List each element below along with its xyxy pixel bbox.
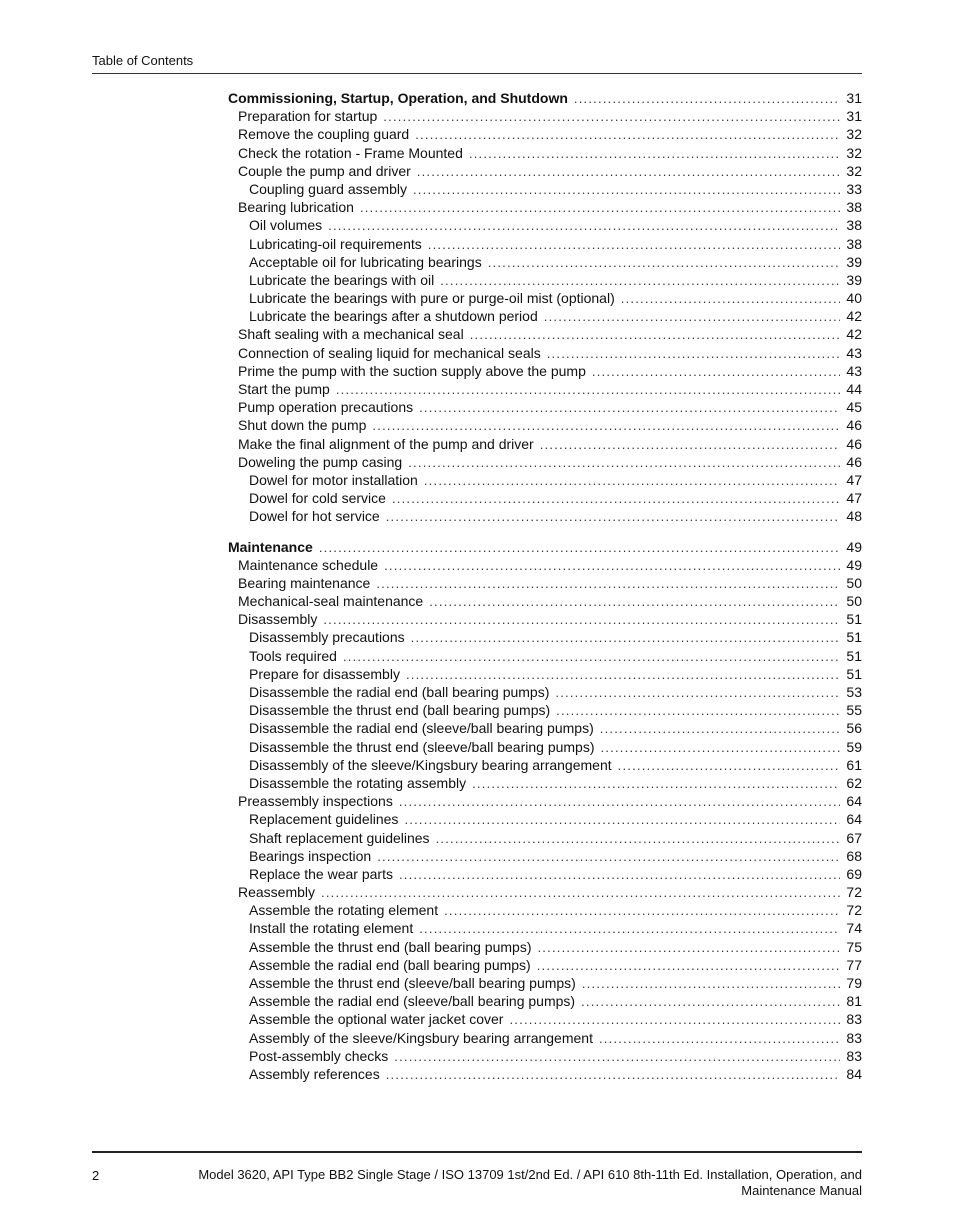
toc-entry-title: Disassemble the thrust end (sleeve/ball bearing pumps) xyxy=(249,738,595,755)
dot-leader xyxy=(386,1066,840,1084)
toc-entry[interactable] xyxy=(228,325,862,343)
toc-entry-title: Shaft sealing with a mechanical seal xyxy=(238,326,464,343)
toc-entry[interactable] xyxy=(228,847,862,865)
dot-leader xyxy=(469,145,840,163)
toc-entry[interactable] xyxy=(228,216,862,234)
dot-leader xyxy=(592,363,840,381)
toc-entry-title: Shut down the pump xyxy=(238,417,367,434)
toc-entry-page: 79 xyxy=(846,975,862,991)
toc-entry-page: 32 xyxy=(846,126,862,143)
toc-entry-title: Mechanical-seal maintenance xyxy=(238,593,424,610)
toc-entry[interactable] xyxy=(228,810,862,828)
toc-entry-title: Assemble the radial end (sleeve/ball bearing pumps) xyxy=(249,993,576,1010)
toc-entry[interactable] xyxy=(228,1029,862,1047)
toc-entry-title: Bearing maintenance xyxy=(238,574,371,591)
toc-entry[interactable] xyxy=(228,507,862,525)
footer-title-line-1: Model 3620, API Type BB2 Single Stage / ISO 13709 1st/2nd Ed. / API 610 8th-11th Ed. Installation, Operation, and xyxy=(198,1167,862,1182)
toc-entry-page: 64 xyxy=(846,793,862,810)
toc-entry[interactable] xyxy=(228,471,862,489)
toc-entry-page: 42 xyxy=(846,326,862,343)
toc-entry[interactable] xyxy=(228,1010,862,1028)
toc-entry[interactable] xyxy=(228,974,862,992)
toc-entry-title: Oil volumes xyxy=(249,217,323,234)
toc-entry-page: 83 xyxy=(846,1047,862,1064)
toc-entry-title: Post-assembly checks xyxy=(249,1047,389,1064)
toc-entry[interactable] xyxy=(228,307,862,325)
toc-entry-title: Reassembly xyxy=(238,884,316,901)
toc-entry[interactable] xyxy=(228,901,862,919)
toc-entry-page: 48 xyxy=(846,508,862,525)
toc-entry-page: 32 xyxy=(846,144,862,161)
toc-entry-title: Make the final alignment of the pump and driver xyxy=(238,435,534,452)
dot-leader xyxy=(621,290,840,308)
toc-entry-page: 67 xyxy=(846,829,862,846)
toc-entry-title: Maintenance xyxy=(228,538,313,555)
toc-entry-title: Doweling the pump casing xyxy=(238,453,403,470)
toc-entry[interactable] xyxy=(228,144,862,162)
toc-entry-page: 42 xyxy=(846,308,862,325)
toc-entry-page: 46 xyxy=(846,435,862,452)
toc-entry-title: Dowel for hot service xyxy=(249,508,380,525)
toc-entry-title: Prime the pump with the suction supply above the pump xyxy=(238,362,586,379)
dot-leader xyxy=(429,593,840,611)
dot-leader xyxy=(470,326,840,344)
toc-entry-page: 51 xyxy=(846,629,862,646)
toc-entry-page: 38 xyxy=(846,199,862,216)
toc-entry-page: 49 xyxy=(846,556,862,573)
toc-entry-page: 40 xyxy=(846,290,862,307)
toc-entry-title: Coupling guard assembly xyxy=(249,180,407,197)
dot-leader xyxy=(599,1030,840,1048)
toc-entry-title: Remove the coupling guard xyxy=(238,126,410,143)
toc-entry[interactable] xyxy=(228,665,862,683)
toc-entry-page: 38 xyxy=(846,235,862,252)
toc-entry[interactable] xyxy=(228,774,862,792)
toc-entry[interactable] xyxy=(228,719,862,737)
toc-entry-page: 72 xyxy=(846,884,862,901)
toc-entry-page: 75 xyxy=(846,938,862,955)
dot-leader xyxy=(360,199,840,217)
dot-leader xyxy=(428,236,840,254)
dot-leader xyxy=(419,920,840,938)
dot-leader xyxy=(413,181,840,199)
dot-leader xyxy=(419,399,840,417)
dot-leader xyxy=(547,345,840,363)
dot-leader xyxy=(544,308,840,326)
toc-entry-title: Commissioning, Startup, Operation, and Shutdown xyxy=(228,90,568,106)
toc-entry-title: Disassembly of the sleeve/Kingsbury bearing arrangement xyxy=(249,756,612,773)
toc-entry-page: 50 xyxy=(846,593,862,610)
toc-entry[interactable] xyxy=(228,683,862,701)
toc-entry-page: 74 xyxy=(846,920,862,937)
toc-entry-title: Replace the wear parts xyxy=(249,865,393,882)
toc-entry[interactable] xyxy=(228,701,862,719)
toc-entry-page: 68 xyxy=(846,847,862,864)
toc-entry-title: Start the pump xyxy=(238,381,330,397)
toc-entry-title: Preassembly inspections xyxy=(238,793,393,810)
toc-entry[interactable] xyxy=(228,380,862,398)
footer-title-line-2: Maintenance Manual xyxy=(741,1183,862,1198)
toc-entry[interactable] xyxy=(228,956,862,974)
dot-leader xyxy=(408,454,840,472)
toc-entry-page: 33 xyxy=(846,180,862,197)
toc-section-heading[interactable] xyxy=(228,538,862,556)
toc-entry-page: 84 xyxy=(846,1065,862,1082)
toc-entry-page: 51 xyxy=(846,611,862,628)
dot-leader xyxy=(399,793,840,811)
toc-entry-page: 43 xyxy=(846,362,862,379)
toc-entry[interactable] xyxy=(228,610,862,628)
toc-entry[interactable] xyxy=(228,574,862,592)
toc-entry-title: Dowel for cold service xyxy=(249,490,386,507)
toc-entry-page: 83 xyxy=(846,1029,862,1046)
toc-entry[interactable] xyxy=(228,1065,862,1083)
page-number: 2 xyxy=(92,1168,100,1183)
dot-leader xyxy=(581,993,840,1011)
dot-leader xyxy=(319,539,840,557)
toc-entry[interactable] xyxy=(228,738,862,756)
toc-entry-page: 31 xyxy=(846,108,862,125)
dot-leader xyxy=(555,684,840,702)
toc-entry-title: Lubricating-oil requirements xyxy=(249,235,422,252)
dot-leader xyxy=(411,629,840,647)
dot-leader xyxy=(440,272,840,290)
toc-entry-page: 38 xyxy=(846,217,862,234)
toc-entry-title: Assemble the thrust end (sleeve/ball bearing pumps) xyxy=(249,975,576,991)
toc-entry[interactable] xyxy=(228,865,862,883)
toc-entry[interactable] xyxy=(228,180,862,198)
toc-entry-page: 47 xyxy=(846,471,862,488)
toc-entry[interactable] xyxy=(228,253,862,271)
toc-entry-page: 39 xyxy=(846,253,862,270)
dot-leader xyxy=(415,126,840,144)
toc-entry[interactable] xyxy=(228,756,862,774)
toc-entry-title: Disassembly xyxy=(238,611,318,628)
toc-entry-title: Install the rotating element xyxy=(249,920,414,937)
toc-entry-title: Assembly of the sleeve/Kingsbury bearing arrangement xyxy=(249,1029,593,1046)
toc-entry-page: 55 xyxy=(846,702,862,719)
toc-entry-page: 47 xyxy=(846,490,862,507)
toc-entry-title: Disassemble the radial end (sleeve/ball bearing pumps) xyxy=(249,720,594,737)
dot-leader xyxy=(436,830,840,848)
dot-leader xyxy=(404,811,840,829)
footer-divider xyxy=(92,1151,862,1153)
dot-leader xyxy=(417,163,840,181)
toc-entry-title: Assemble the rotating element xyxy=(249,902,439,919)
toc-entry-title: Tools required xyxy=(249,647,337,664)
toc-entry-page: 45 xyxy=(846,399,862,416)
dot-leader xyxy=(386,508,840,526)
toc-entry-title: Assemble the thrust end (ball bearing pumps) xyxy=(249,938,532,955)
toc-entry-title: Dowel for motor installation xyxy=(249,471,418,488)
toc-entry-title: Disassemble the radial end (ball bearing pumps) xyxy=(249,684,550,700)
toc-entry-title: Couple the pump and driver xyxy=(238,162,411,179)
toc-entry-title: Bearing lubrication xyxy=(238,199,354,216)
dot-leader xyxy=(394,1048,840,1066)
dot-leader xyxy=(600,720,840,738)
dot-leader xyxy=(424,472,840,490)
toc-entry-title: Lubricate the bearings after a shutdown period xyxy=(249,308,538,325)
toc-entry[interactable] xyxy=(228,938,862,956)
header-divider xyxy=(92,73,862,74)
dot-leader xyxy=(574,90,840,108)
toc-entry-title: Lubricate the bearings with oil xyxy=(249,271,435,288)
toc-entry-title: Assemble the radial end (ball bearing pumps) xyxy=(249,956,531,973)
toc-entry-title: Check the rotation - Frame Mounted xyxy=(238,144,463,161)
toc-entry[interactable] xyxy=(228,289,862,307)
toc-entry-title: Disassemble the thrust end (ball bearing pumps) xyxy=(249,702,551,719)
toc-entry-page: 64 xyxy=(846,811,862,828)
toc-entry-page: 46 xyxy=(846,417,862,434)
dot-leader xyxy=(488,254,840,272)
toc-section-heading[interactable] xyxy=(228,89,862,107)
toc-entry[interactable] xyxy=(228,1047,862,1065)
toc-entry-title: Disassemble the rotating assembly xyxy=(249,774,467,791)
running-header: Table of Contents xyxy=(92,53,194,68)
toc-entry-page: 51 xyxy=(846,647,862,664)
dot-leader xyxy=(444,902,840,920)
toc-entry[interactable] xyxy=(228,162,862,180)
dot-leader xyxy=(392,490,840,508)
toc-entry[interactable] xyxy=(228,362,862,380)
toc-entry-title: Maintenance schedule xyxy=(238,556,379,573)
toc-entry-page: 39 xyxy=(846,271,862,288)
dot-leader xyxy=(321,884,840,902)
toc-entry-title: Preparation for startup xyxy=(238,108,378,125)
dot-leader xyxy=(582,975,840,993)
toc-entry-page: 69 xyxy=(846,865,862,882)
toc-entry-title: Pump operation precautions xyxy=(238,399,414,416)
dot-leader xyxy=(537,957,840,975)
toc-entry-title: Assembly references xyxy=(249,1065,380,1082)
toc-entry[interactable] xyxy=(228,198,862,216)
toc-entry-page: 32 xyxy=(846,162,862,179)
toc-entry-page: 83 xyxy=(846,1011,862,1028)
toc-entry[interactable] xyxy=(228,592,862,610)
toc-entry[interactable] xyxy=(228,883,862,901)
dot-leader xyxy=(328,217,840,235)
toc-entry[interactable] xyxy=(228,489,862,507)
dot-leader xyxy=(336,381,840,399)
toc-entry-title: Acceptable oil for lubricating bearings xyxy=(249,253,482,270)
toc-entry[interactable] xyxy=(228,453,862,471)
toc-entry-page: 46 xyxy=(846,453,862,470)
footer-document-title xyxy=(142,1167,862,1199)
toc-entry-page: 49 xyxy=(846,538,862,555)
toc-section xyxy=(228,89,862,526)
dot-leader xyxy=(556,702,840,720)
toc-entry[interactable] xyxy=(228,628,862,646)
toc-section xyxy=(228,538,862,1084)
toc-entry[interactable] xyxy=(228,235,862,253)
toc-entry[interactable] xyxy=(228,829,862,847)
dot-leader xyxy=(383,108,840,126)
dot-leader xyxy=(399,866,840,884)
dot-leader xyxy=(376,575,840,593)
toc-entry[interactable] xyxy=(228,647,862,665)
toc-entry-page: 51 xyxy=(846,665,862,682)
dot-leader xyxy=(372,417,840,435)
toc-entry[interactable] xyxy=(228,919,862,937)
toc-entry[interactable] xyxy=(228,992,862,1010)
toc-entry[interactable] xyxy=(228,125,862,143)
toc-entry-page: 44 xyxy=(846,381,862,397)
dot-leader xyxy=(618,757,840,775)
toc-entry-title: Assemble the optional water jacket cover xyxy=(249,1011,504,1028)
toc-entry-title: Bearings inspection xyxy=(249,847,372,864)
toc-entry-page: 53 xyxy=(846,684,862,700)
toc-entry[interactable] xyxy=(228,398,862,416)
toc-entry[interactable] xyxy=(228,416,862,434)
toc-entry-title: Lubricate the bearings with pure or purge-oil mist (optional) xyxy=(249,290,615,307)
toc-entry-title: Disassembly precautions xyxy=(249,629,405,646)
toc-entry[interactable] xyxy=(228,435,862,453)
toc-entry-page: 77 xyxy=(846,956,862,973)
toc-entry-page: 61 xyxy=(846,756,862,773)
dot-leader xyxy=(384,557,840,575)
toc-entry-title: Prepare for disassembly xyxy=(249,665,400,682)
dot-leader xyxy=(377,848,840,866)
dot-leader xyxy=(537,939,840,957)
dot-leader xyxy=(509,1011,840,1029)
toc-entry-page: 56 xyxy=(846,720,862,737)
toc-entry-title: Replacement guidelines xyxy=(249,811,399,828)
toc-entry-page: 59 xyxy=(846,738,862,755)
toc-entry[interactable] xyxy=(228,792,862,810)
toc-entry-title: Connection of sealing liquid for mechanical seals xyxy=(238,344,541,361)
dot-leader xyxy=(601,739,840,757)
toc-entry-title: Shaft replacement guidelines xyxy=(249,829,430,846)
dot-leader xyxy=(343,648,840,666)
toc-entry-page: 31 xyxy=(846,90,862,106)
toc-entry-page: 50 xyxy=(846,574,862,591)
toc-entry-page: 43 xyxy=(846,344,862,361)
dot-leader xyxy=(540,436,840,454)
toc-entry[interactable] xyxy=(228,556,862,574)
dot-leader xyxy=(472,775,840,793)
toc-entry-page: 72 xyxy=(846,902,862,919)
toc-entry[interactable] xyxy=(228,271,862,289)
toc-entry[interactable] xyxy=(228,107,862,125)
dot-leader xyxy=(323,611,840,629)
toc-entry-page: 62 xyxy=(846,774,862,791)
toc-entry-page: 81 xyxy=(846,993,862,1010)
table-of-contents xyxy=(228,89,862,1083)
dot-leader xyxy=(406,666,840,684)
toc-entry[interactable] xyxy=(228,344,862,362)
